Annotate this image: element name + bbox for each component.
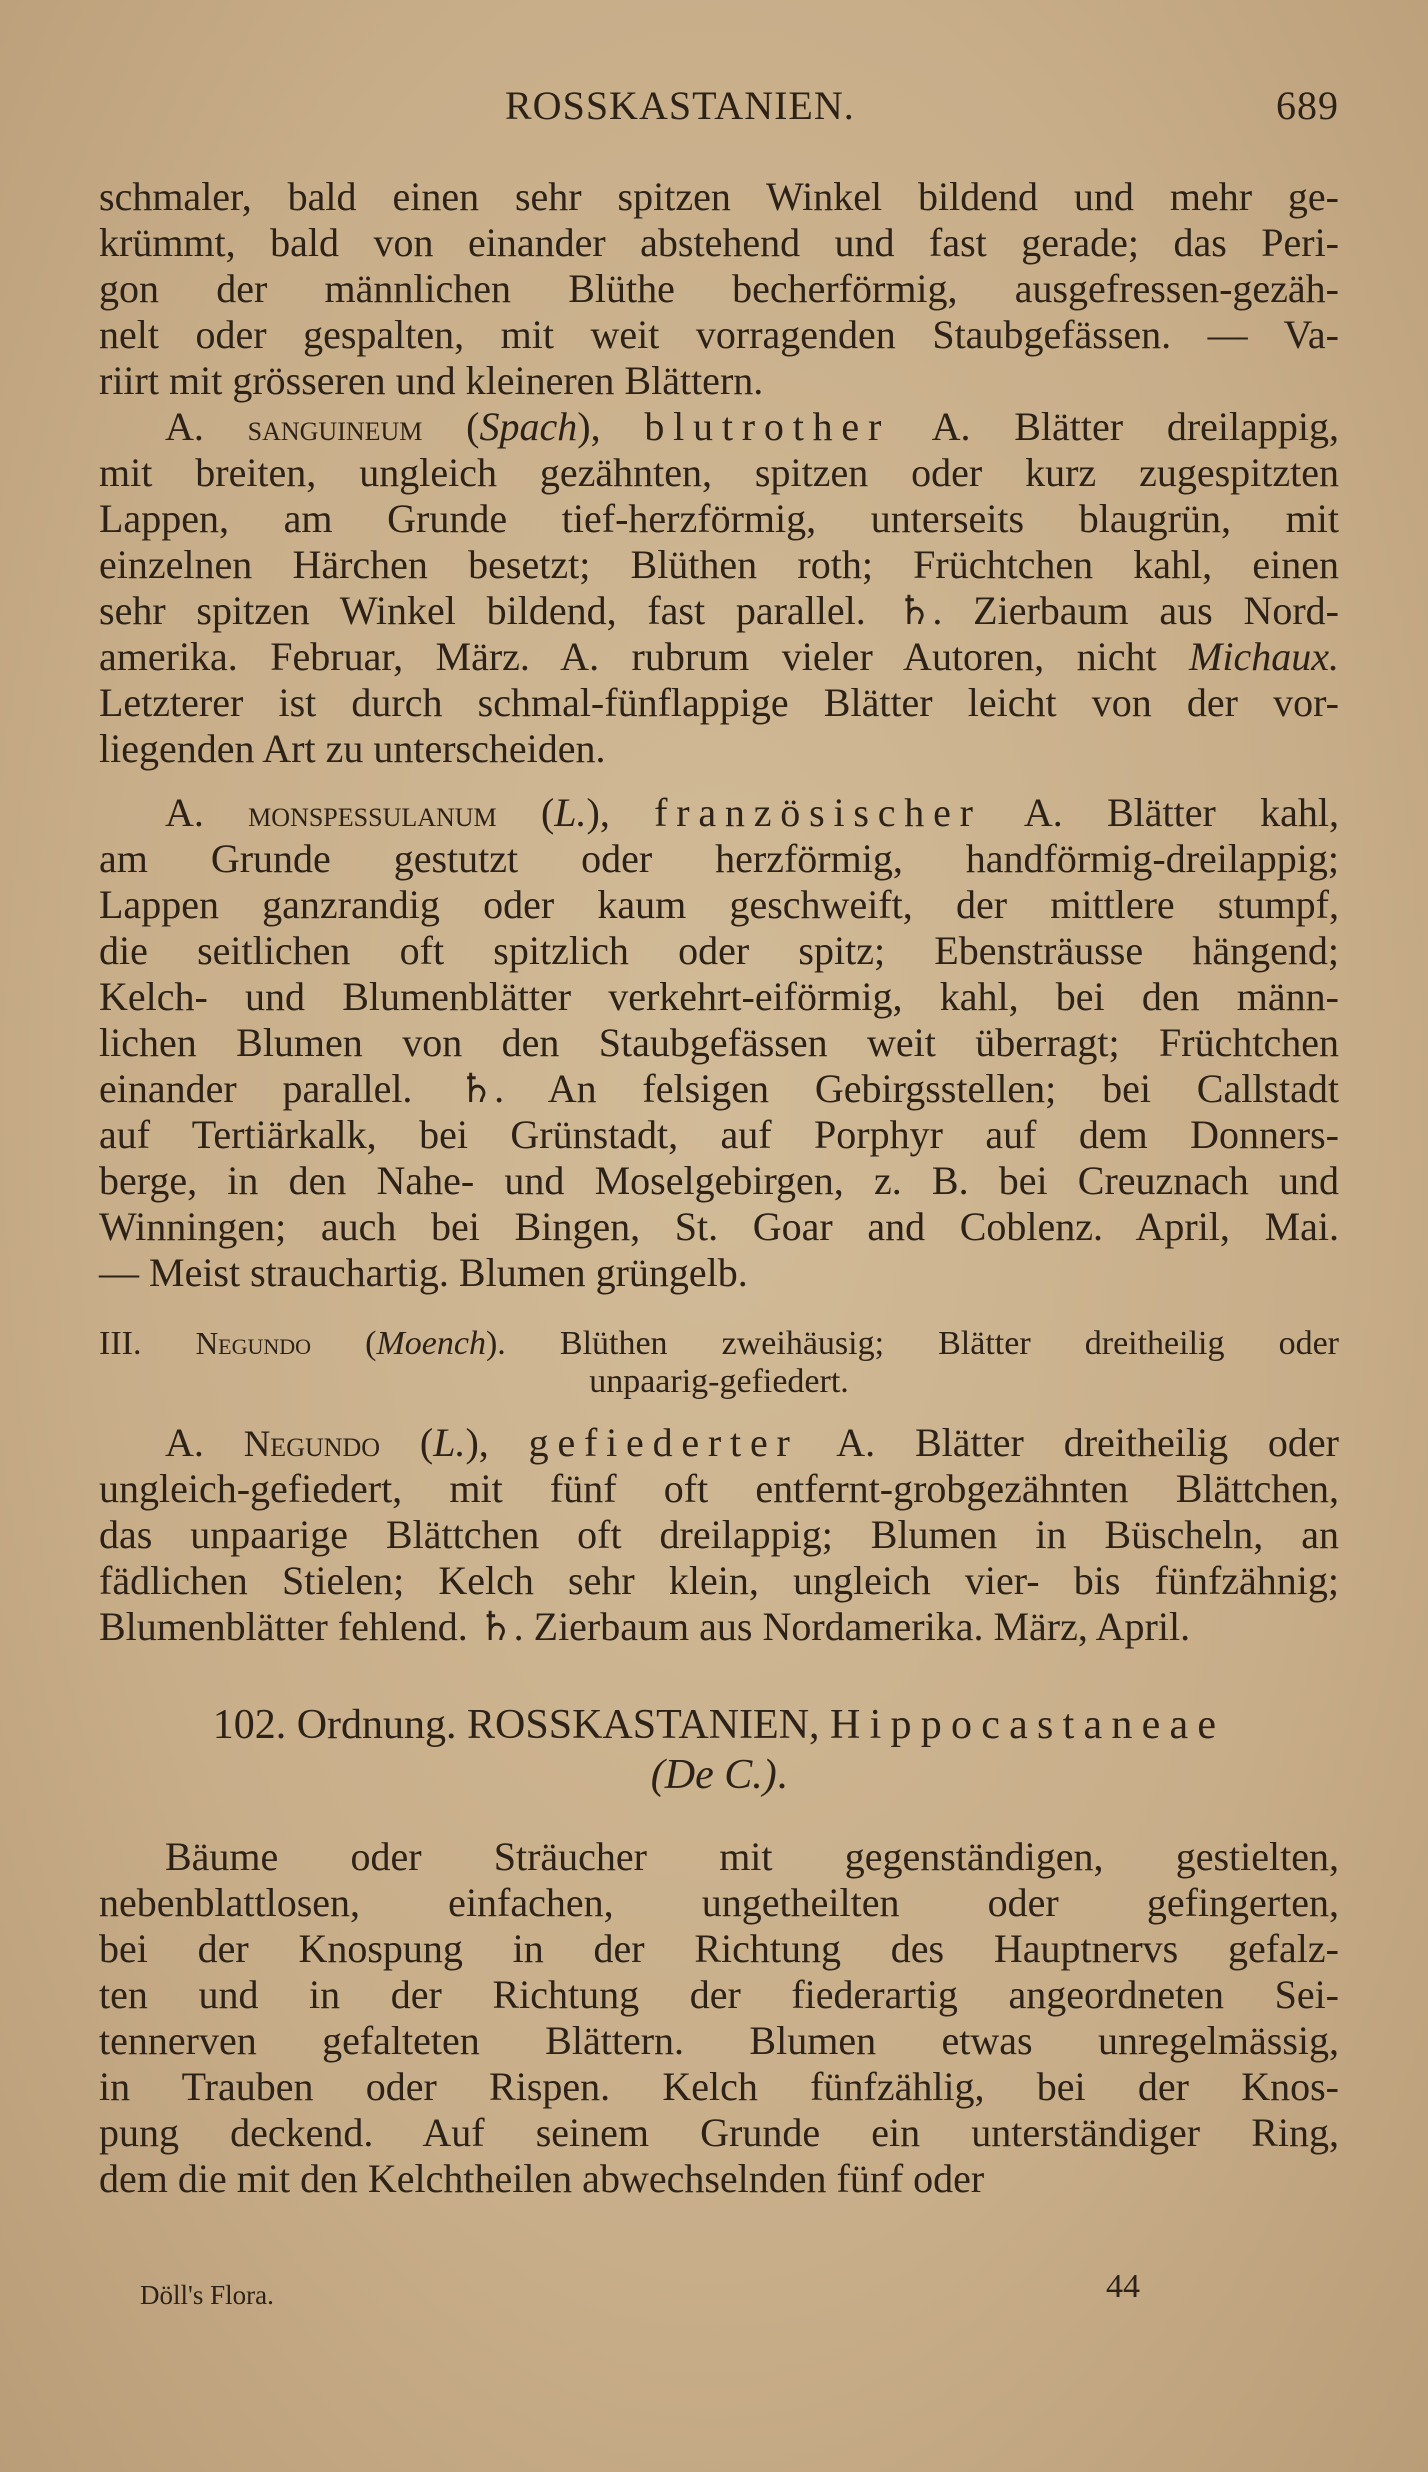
text-line — [99, 220, 1339, 266]
text-line — [99, 1926, 1339, 1972]
text-segment: A. — [165, 404, 248, 449]
text-line — [99, 1834, 1339, 1880]
text-line — [99, 882, 1339, 928]
text-segment: ( — [496, 790, 555, 835]
text-segment: einzelnen Härchen besetzt; Blüthen roth; Früchtchen kahl, einen — [99, 542, 1339, 587]
text-segment: ), — [586, 790, 655, 835]
text-segment: fädlichen Stielen; Kelch sehr klein, ungleich vier- bis fünfzähnig; — [99, 1558, 1339, 1603]
text-line — [99, 726, 1339, 772]
text-segment: tennerven gefalteten Blättern. Blumen etwas unregelmässig, — [99, 2018, 1339, 2063]
text-segment: ), — [465, 1420, 529, 1465]
text-segment: gon der männlichen Blüthe becherförmig, ausgefressen-gezäh- — [99, 266, 1339, 311]
text-segment: A. Blätter dreitheilig oder — [798, 1420, 1339, 1465]
text-segment: . — [776, 1752, 788, 1798]
section-negundo-heading — [99, 1325, 1339, 1401]
text-line — [99, 266, 1339, 312]
text-segment: Blumenblätter fehlend. ♄. Zierbaum aus Nordamerika. März, April. — [99, 1604, 1191, 1649]
spaced-text: gefiederter — [528, 1420, 799, 1465]
text-segment: Lappen ganzrandig oder kaum geschweift, der mittlere stumpf, — [99, 882, 1339, 927]
text-line — [99, 312, 1339, 358]
text-line — [99, 1066, 1339, 1112]
small-caps-text: Negundo — [195, 1326, 312, 1361]
paragraph-acer-negundo — [99, 1420, 1339, 1650]
italic-text: L. — [433, 1420, 466, 1465]
text-line — [99, 1750, 1339, 1800]
text-line — [99, 680, 1339, 726]
text-segment: — Meist strauchartig. Blumen grüngelb. — [99, 1250, 748, 1295]
text-segment: dem die mit den Kelchtheilen abwechselnden fünf oder — [99, 2156, 985, 2201]
text-line — [99, 836, 1339, 882]
text-line — [99, 496, 1339, 542]
text-segment: ), — [577, 404, 645, 449]
text-segment: pung deckend. Auf seinem Grunde ein unterständiger Ring, — [99, 2110, 1339, 2155]
spaced-text: blutrother — [644, 404, 891, 449]
italic-text: L. — [554, 790, 587, 835]
footer-signature: Döll's Flora. — [140, 2280, 274, 2310]
text-line — [99, 974, 1339, 1020]
text-line — [99, 2018, 1339, 2064]
text-segment: III. — [99, 1325, 196, 1362]
text-segment: liegenden Art zu unterscheiden. — [99, 726, 606, 771]
text-segment: Winningen; auch bei Bingen, St. Goar and Coblenz. April, Mai. — [99, 1204, 1339, 1249]
paragraph-acer-sanguineum — [99, 404, 1339, 772]
small-caps-text: sanguineum — [247, 407, 423, 448]
running-header-title: ROSSKASTANIEN. — [505, 83, 855, 128]
text-line — [99, 1512, 1339, 1558]
text-segment: berge, in den Nahe- und Moselgebirgen, z. B. bei Creuznach und — [99, 1158, 1339, 1203]
text-line — [99, 1972, 1339, 2018]
text-segment: am Grunde gestutzt oder herzförmig, handförmig-dreilappig; — [99, 836, 1339, 881]
text-line — [99, 1158, 1339, 1204]
text-segment: Letzterer ist durch schmal-fünflappige Blätter leicht von der vor- — [99, 680, 1339, 725]
text-line — [99, 928, 1339, 974]
text-line — [99, 1250, 1339, 1296]
text-segment: A. — [165, 790, 249, 835]
italic-text: Spach — [479, 404, 578, 449]
order-heading — [99, 1700, 1339, 1800]
text-segment: ungleich-gefiedert, mit fünf oft entfernt-grobgezähnten Blättchen, — [99, 1466, 1339, 1511]
sheet-number: 44 — [1106, 2268, 1140, 2305]
italic-text: (De C.) — [650, 1752, 777, 1798]
text-segment: auf Tertiärkalk, bei Grünstadt, auf Porphyr auf dem Donners- — [99, 1112, 1339, 1157]
text-segment: in Trauben oder Rispen. Kelch fünfzählig, bei der Knos- — [99, 2064, 1339, 2109]
text-line — [99, 1325, 1339, 1363]
text-segment: Lappen, am Grunde tief-herzförmig, unterseits blaugrün, mit — [99, 496, 1339, 541]
text-segment: A. Blätter kahl, — [981, 790, 1339, 835]
text-line — [99, 1700, 1339, 1750]
text-line — [99, 1020, 1339, 1066]
text-segment: Bäume oder Sträucher mit gegenständigen, gestielten, — [165, 1834, 1339, 1879]
text-line — [99, 1466, 1339, 1512]
small-caps-text: Negundo — [243, 1423, 381, 1464]
text-line — [99, 1880, 1339, 1926]
text-segment: schmaler, bald einen sehr spitzen Winkel bildend und mehr ge- — [99, 174, 1339, 219]
text-segment: ( — [380, 1420, 434, 1465]
text-line — [99, 1420, 1339, 1466]
text-line — [99, 2064, 1339, 2110]
small-caps-text: monspessulanum — [248, 793, 497, 834]
text-segment: mit breiten, ungleich gezähnten, spitzen oder kurz zugespitzten — [99, 450, 1339, 495]
text-line — [99, 588, 1339, 634]
paragraph-acer-monspessulanum — [99, 790, 1339, 1296]
italic-text: Michaux. — [1189, 634, 1339, 679]
text-line — [99, 358, 1339, 404]
text-segment: ( — [311, 1325, 377, 1362]
paragraph-order-description — [99, 1834, 1339, 2202]
text-line — [99, 1604, 1339, 1650]
spaced-text: Hippocastaneae — [830, 1702, 1226, 1748]
text-line — [99, 1363, 1339, 1401]
text-segment: amerika. Februar, März. A. rubrum vieler Autoren, nicht — [99, 634, 1190, 679]
text-segment: die seitlichen oft spitzlich oder spitz; Ebensträusse hängend; — [99, 928, 1339, 973]
text-line — [99, 2156, 1339, 2202]
text-segment: ( — [422, 404, 480, 449]
text-segment: nebenblattlosen, einfachen, ungetheilten oder gefingerten, — [99, 1880, 1339, 1925]
text-segment: bei der Knospung in der Richtung des Hauptnervs gefalz- — [99, 1926, 1339, 1971]
text-segment: riirt mit grösseren und kleineren Blättern. — [99, 358, 764, 403]
text-line — [99, 1204, 1339, 1250]
spaced-text: französischer — [654, 790, 982, 835]
text-line — [99, 450, 1339, 496]
text-line — [99, 2110, 1339, 2156]
text-segment: unpaarig-gefiedert. — [589, 1363, 849, 1400]
text-segment: das unpaarige Blättchen oft dreilappig; Blumen in Büscheln, an — [99, 1512, 1339, 1557]
text-segment: krümmt, bald von einander abstehend und fast gerade; das Peri- — [99, 220, 1339, 265]
text-segment: lichen Blumen von den Staubgefässen weit überragt; Früchtchen — [99, 1020, 1339, 1065]
text-segment: nelt oder gespalten, mit weit vorragenden Staubgefässen. — Va- — [99, 312, 1339, 357]
text-line — [99, 542, 1339, 588]
text-segment: sehr spitzen Winkel bildend, fast parallel. ♄. Zierbaum aus Nord- — [99, 588, 1339, 633]
text-line — [99, 1112, 1339, 1158]
text-line — [99, 1558, 1339, 1604]
text-segment: A. Blätter dreilappig, — [890, 404, 1340, 449]
text-line — [99, 634, 1339, 680]
text-line — [99, 790, 1339, 836]
text-line — [99, 404, 1339, 450]
text-segment: ten und in der Richtung der fiederartig angeordneten Sei- — [99, 1972, 1339, 2017]
text-segment: Kelch- und Blumenblätter verkehrt-eiförmig, kahl, bei den männ- — [99, 974, 1339, 1019]
text-line — [99, 174, 1339, 220]
italic-text: Moench — [376, 1325, 486, 1362]
text-segment: ). Blüthen zweihäusig; Blätter dreitheilig oder — [485, 1325, 1339, 1362]
text-segment: 102. Ordnung. ROSSKASTANIEN, — [212, 1702, 831, 1748]
text-segment: A. — [165, 1420, 244, 1465]
paragraph-variety-note — [99, 174, 1339, 404]
text-segment: einander parallel. ♄. An felsigen Gebirgsstellen; bei Callstadt — [99, 1066, 1339, 1111]
page-number: 689 — [1276, 83, 1339, 128]
